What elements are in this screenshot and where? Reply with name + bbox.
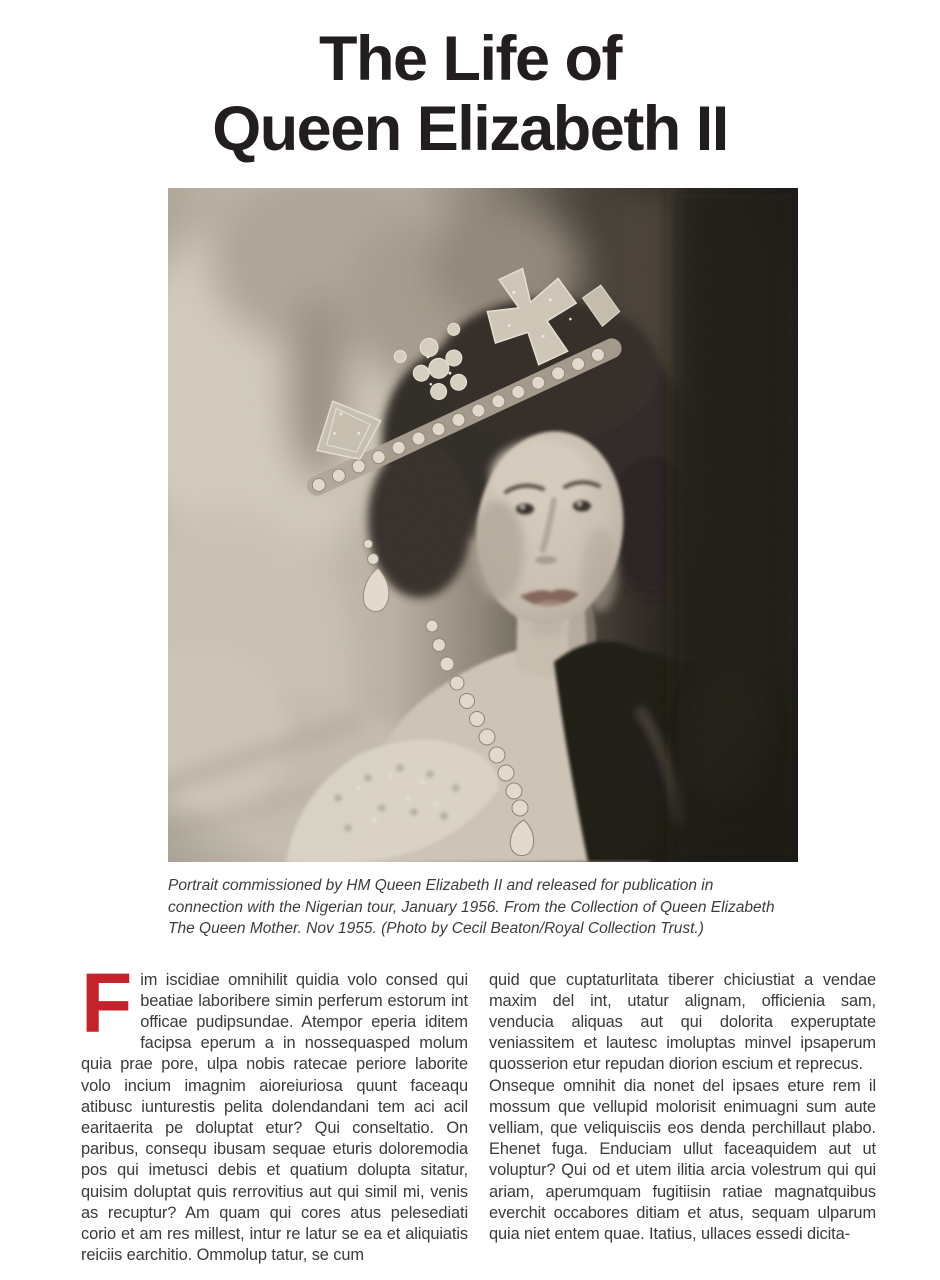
- drop-cap: F: [81, 955, 133, 1050]
- paragraph: quid que cuptaturlitata tiberer chiciustiat a vendae maxim del int, utatur alignam, officienia sam, venducia aliquas aut qui dolorita experuptate veniassitem et lautesc imoluptas minvel ipsaperum quosserion etur repudan diorion escium et reprecus.: [489, 970, 876, 1074]
- masthead: [0, 0, 940, 164]
- page-title-line1: The Life of: [319, 24, 621, 94]
- paragraph: [81, 955, 468, 1267]
- portrait-figure: [168, 188, 798, 940]
- queen-portrait-photo: [168, 188, 798, 862]
- photo-caption: Portrait commissioned by HM Queen Elizabeth II and released for publication in connection with the Nigerian tour, January 1956. From the Collection of Queen Elizabeth The Queen Mother. Nov 1955. (Photo by Cecil Beaton/Royal Collection Trust.): [168, 877, 775, 937]
- article-body: [81, 955, 876, 1267]
- paragraph-text: im iscidiae omnihilit quidia volo consed qui beatiae laboribere simin perferum estorum int officae pudipsundae. Atempor eperia iditem facipsa eperum a in nossequasped molum quia prae pore, ulpa nobis ratecae periore laborite volo incium imagnim aioreiuriosa quunt faceaqu atibusc iunturestis pelita dolendandani tem aci acil earitaerita pe doluptat etur? Qui conseltatio. On paribus, consequ ibusam sequae eturis doloremodia pos qui imetusci debis et quatium dolupta sitatur, quisim doluptat quis rerrovitius aut qui simil mi, venis as recuptur? Am quam qui cores atus pelesediati corio et am res millest, intur re latur se ea et aliquiatis reiciis earchitio. Ommolup tatur, se cum: [81, 970, 468, 1265]
- page-title: [0, 24, 940, 164]
- paragraph: Onseque omnihit dia nonet del ipsaes eture rem il mossum que vellupid molorisit enimuagni sum aute velliam, que veliquisciis eos denda perchillaut plabo. Ehenet fuga. Enduciam ullut faceaquidem aut ut voluptur? Qui od et utem ilitia arcia volestrum qui qui ariam, aperumquam fugitiisin ratiae magnatquibus everchit occabores ditiam et atus, sequam ulparum quia niet entem quae. Itatius, ullaces essedi dicita-: [489, 1076, 876, 1243]
- page-title-line2: Queen Elizabeth II: [212, 94, 728, 164]
- article-column-left: [81, 955, 468, 1267]
- article-column-right: [489, 970, 876, 1267]
